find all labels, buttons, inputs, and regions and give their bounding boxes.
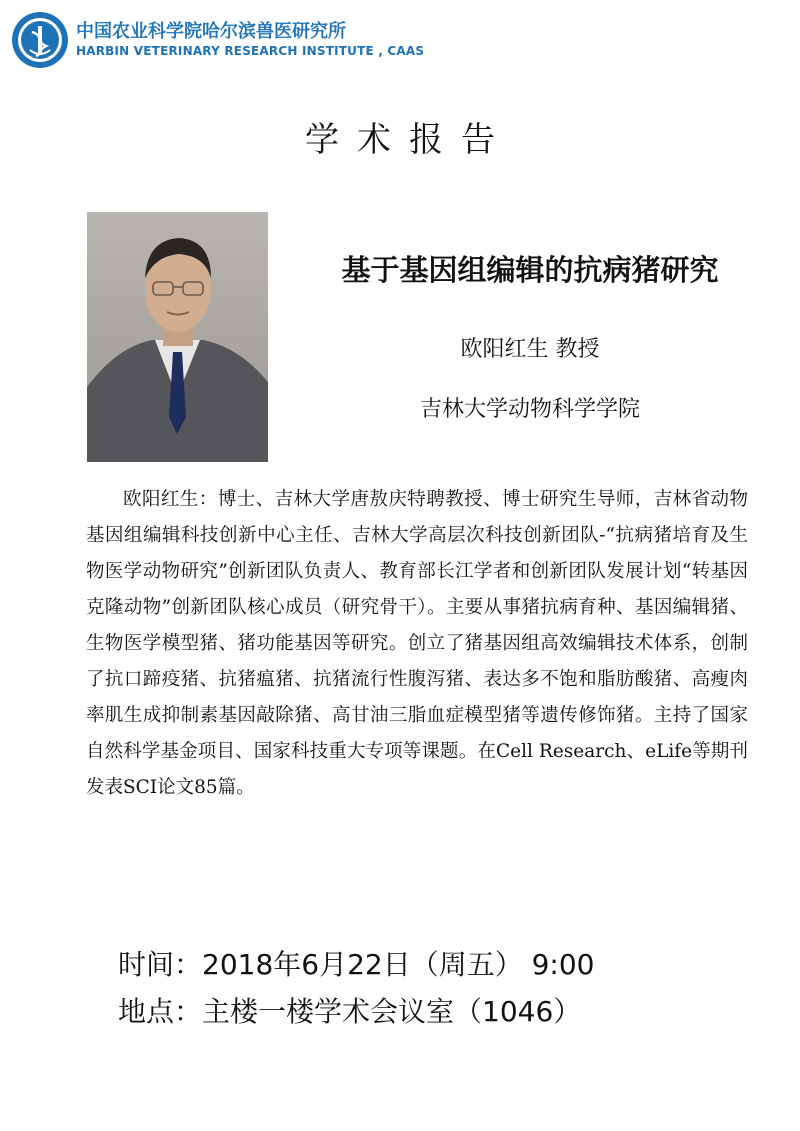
institute-emblem-icon (10, 10, 70, 70)
talk-title: 基于基因组编辑的抗病猪研究 (341, 253, 719, 287)
speaker-name: 欧阳红生 教授 (460, 337, 600, 362)
institute-header (10, 10, 424, 70)
speaker-photo (87, 212, 268, 462)
event-place: 地点：主楼一楼学术会议室（1046） (118, 995, 582, 1028)
document-title: 学术报告 (305, 120, 513, 160)
event-time: 时间：2018年6月22日（周五） 9:00 (118, 948, 595, 981)
speaker-affiliation: 吉林大学动物科学学院 (419, 397, 640, 422)
speaker-bio: 欧阳红生：博士、吉林大学唐敖庆特聘教授、博士研究生导师，吉林省动物基因组编辑科技创新中心主任、吉林大学高层次科技创新团队-“抗病猪培育及生物医学动物研究”创新团队负责人、教育部长江学者和创新团队发展计划“转基因克隆动物”创新团队核心成员（研究骨干）。主要从事猪抗病育种、基因编辑猪、生物医学模型猪、猪功能基因等研究。创立了猪基因组高效编辑技术体系，创制了抗口蹄疫猪、抗猪瘟猪、抗猪流行性腹泻猪、表达多不饱和脂肪酸猪、高瘦肉率肌生成抑制素基因敲除猪、高甘油三脂血症模型猪等遗传修饰猪。主持了国家自然科学基金项目、国家科技重大专项等课题。在Cell Research、eLife等期刊发表SCI论文85篇。 (86, 489, 748, 798)
institute-name-en: HARBIN VETERINARY RESEARCH INSTITUTE , CAAS (76, 44, 425, 58)
institute-name-cn: 中国农业科学院哈尔滨兽医研究所 (76, 21, 346, 42)
